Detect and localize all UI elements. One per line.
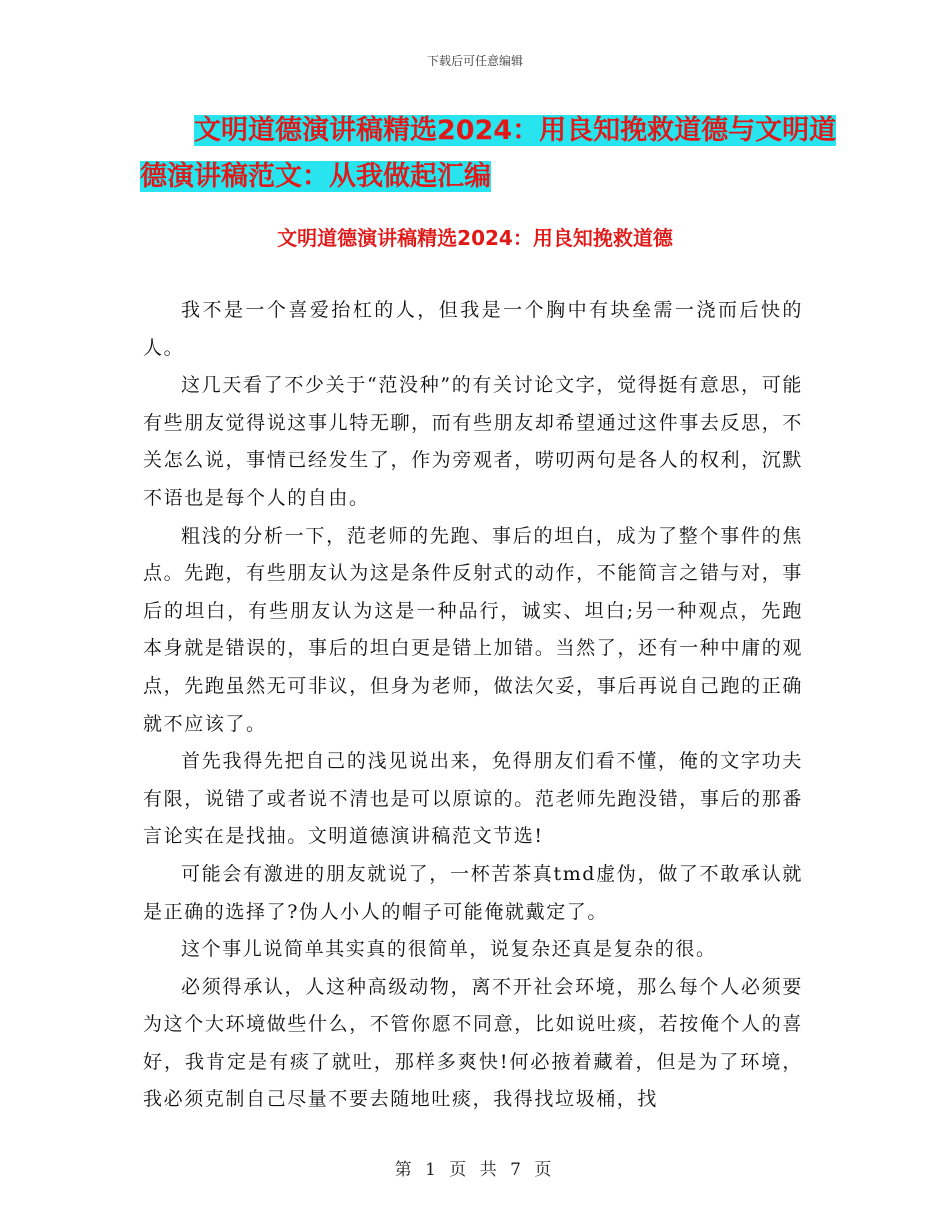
title-line-2: [140, 154, 820, 200]
section-heading: 文明道德演讲稿精选2024：用良知挽救道德: [277, 226, 673, 250]
title-line-1-text: 文明道德演讲稿精选2024：用良知挽救道德与文明道: [194, 115, 837, 146]
page-number: 第 1 页 共 7 页: [394, 1160, 556, 1180]
paragraph: 可能会有激进的朋友就说了，一杯苦茶真tmd虚伪，做了不敢承认就是正确的选择了?伪人小人的帽子可能俺就戴定了。: [143, 862, 803, 923]
paragraph: 这个事儿说简单其实真的很简单，说复杂还真是复杂的很。: [181, 938, 717, 961]
document-title: [140, 108, 837, 200]
page-header-note: 下载后可任意编辑: [426, 54, 523, 68]
paragraph: 这几天看了不少关于“范没种”的有关讨论文字，觉得挺有意思，可能有些朋友觉得说这事儿特无聊，而有些朋友却希望通过这件事去反思，不关怎么说，事情已经发生了，作为旁观者，唠叨两句是各人的权利，沉默不语也是每个人的自由。: [143, 374, 803, 509]
body-text: [143, 292, 803, 1119]
title-line-2-text: 德演讲稿范文：从我做起汇编: [140, 161, 491, 192]
paragraph: 我不是一个喜爱抬杠的人，但我是一个胸中有块垒需一浇而后快的人。: [143, 299, 803, 359]
title-line-1: [140, 108, 837, 154]
paragraph: 首先我得先把自己的浅见说出来，免得朋友们看不懂，俺的文字功夫有限，说错了或者说不清也是可以原谅的。范老师先跑没错，事后的那番言论实在是找抽。文明道德演讲稿范文节选!: [143, 750, 803, 848]
paragraph: 必须得承认，人这种高级动物，离不开社会环境，那么每个人必须要为这个大环境做些什么，不管你愿不同意，比如说吐痰，若按俺个人的喜好，我肯定是有痰了就吐，那样多爽快!何必掖着藏着，但是为了环境，我必须克制自己尽量不要去随地吐痰，我得找垃圾桶，找: [143, 975, 803, 1111]
paragraph: 粗浅的分析一下，范老师的先跑、事后的坦白，成为了整个事件的焦点。先跑，有些朋友认为这是条件反射式的动作，不能简言之错与对，事后的坦白，有些朋友认为这是一种品行，诚实、坦白;另一种观点，先跑本身就是错误的，事后的坦白更是错上加错。当然了，还有一种中庸的观点，先跑虽然无可非议，但身为老师，做法欠妥，事后再说自己跑的正确就不应该了。: [143, 524, 803, 735]
